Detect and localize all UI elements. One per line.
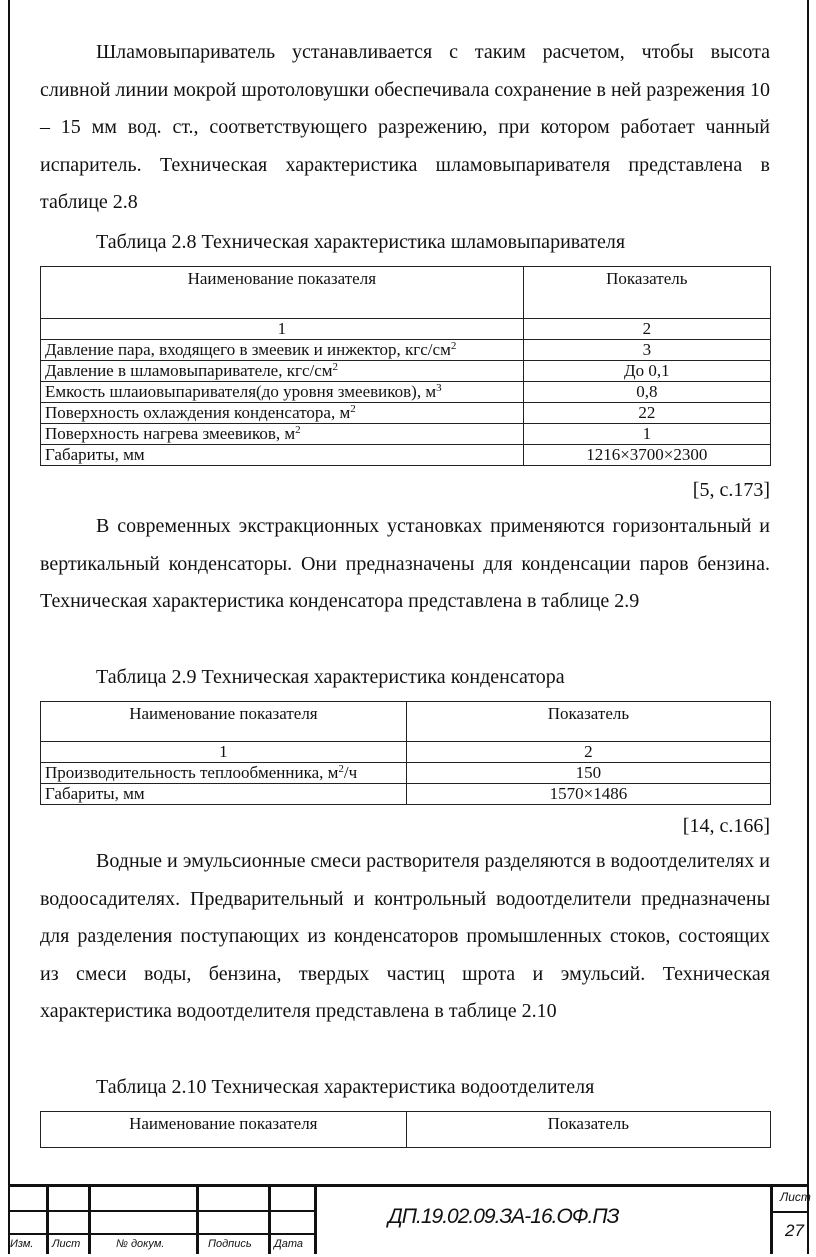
stamp-sheet-line [770, 1211, 809, 1213]
table-2-8-colnum-1: 1 [41, 319, 524, 340]
row-sup: 2 [332, 361, 339, 373]
row-value: 150 [406, 763, 770, 784]
row-name: Габариты, мм [45, 445, 145, 464]
frame-left-border [8, 0, 10, 1254]
paragraph-1-text: Шламовыпариватель устанавливается с таким расчетом, чтобы высота сливной линии мокрой шротоловушки обеспечивала сохранение в ней разрежения 10 – 15 мм вод. ст., соответствующего разрежению, при котором работает чанный испаритель. Техническая характеристика шламовыпаривателя представлена в таблице 2.8 [40, 41, 770, 213]
table-2-9-header-value: Показатель [406, 702, 770, 742]
stamp-label-izm: Изм. [10, 1238, 34, 1250]
row-sup: 2 [338, 763, 344, 775]
table-2-9-header-name: Наименование показателя [41, 702, 407, 742]
document-code: ДП.19.02.09.ЗА-16.ОФ.ПЗ [388, 1205, 619, 1228]
stamp-divider [770, 1187, 773, 1254]
table-2-10 [40, 1111, 771, 1148]
paragraph-1 [40, 34, 770, 222]
table-row [41, 445, 771, 466]
row-name: Давление в шламовыпаривателе, кгс/см [45, 361, 333, 380]
table-2-8-colnum-2: 2 [523, 319, 770, 340]
stamp-divider [88, 1187, 91, 1254]
row-sup: 3 [436, 382, 442, 394]
table-row [41, 424, 771, 445]
stamp-label-podp: Подпись [208, 1238, 252, 1250]
row-value: 0,8 [523, 382, 770, 403]
stamp-label-data: Дата [274, 1238, 304, 1250]
table-2-8-header-value: Показатель [523, 267, 770, 319]
row-sup: 2 [450, 340, 457, 352]
stamp-divider [196, 1187, 199, 1254]
table-row [41, 340, 771, 361]
paragraph-3 [40, 843, 770, 1031]
row-name: Производительность теплообменника, м [45, 763, 339, 782]
row-name: Поверхность охлаждения конденсатора, м [45, 403, 351, 422]
table-2-9 [40, 701, 771, 805]
row-value: 3 [523, 340, 770, 361]
stamp-label-ndoc: № докум. [116, 1238, 165, 1250]
stamp-row-line [8, 1210, 314, 1212]
table-row [41, 403, 771, 424]
stamp-row-line [8, 1233, 314, 1235]
row-name: Габариты, мм [45, 784, 145, 803]
table-row [41, 361, 771, 382]
table-2-10-header-value: Показатель [406, 1112, 770, 1148]
stamp-divider [46, 1187, 49, 1254]
paragraph-3-text: Водные и эмульсионные смеси растворителя разделяются в водоотделителях и водоосадителях. Предварительный и контрольный водоотделители предназначены для разделения поступающих из конденсаторов промышленных стоков, состоящих из смеси воды, бензина, твердых частиц шрота и эмульсий. Техническая характеристика водоотделителя представлена в таблице 2.10 [40, 850, 770, 1022]
stamp-label-list: Лист [52, 1238, 81, 1250]
row-value: 22 [523, 403, 770, 424]
table-2-10-caption: Таблица 2.10 Техническая характеристика водоотделителя [96, 1076, 595, 1098]
row-name: Поверхность нагрева змеевиков, м [45, 424, 296, 443]
row-value: 1 [523, 424, 770, 445]
row-value: До 0,1 [523, 361, 770, 382]
title-block-stamp [8, 1184, 809, 1257]
row-name: Емкость шлаиовыпаривателя(до уровня змеевиков), м [45, 382, 437, 401]
row-name: Давление пара, входящего в змеевик и инжектор, кгс/см [45, 340, 451, 359]
table-2-9-colnum-2: 2 [406, 742, 770, 763]
table-2-8-reference: [5, с.173] [692, 479, 770, 501]
table-2-8-header-name: Наименование показателя [41, 267, 524, 319]
table-2-10-header-name: Наименование показателя [41, 1112, 407, 1148]
row-sup: 2 [350, 403, 356, 415]
stamp-divider [314, 1187, 317, 1254]
table-2-9-colnum-1: 1 [41, 742, 407, 763]
page-number: 27 [785, 1221, 804, 1240]
paragraph-2 [40, 508, 770, 621]
row-value: 1570×1486 [406, 784, 770, 805]
stamp-sheet-label: Лист [780, 1190, 811, 1204]
frame-right-border [807, 0, 809, 1254]
table-2-8 [40, 266, 771, 466]
stamp-divider [268, 1187, 271, 1254]
row-value: 1216×3700×2300 [523, 445, 770, 466]
table-2-8-caption: Таблица 2.8 Техническая характеристика шламовыпаривателя [96, 231, 626, 253]
row-unit-tail: /ч [343, 763, 358, 782]
table-row [41, 763, 771, 784]
paragraph-2-text: В современных экстракционных установках применяются горизонтальный и вертикальный конденсаторы. Они предназначены для конденсации паров бензина. Техническая характеристика конденсатора представлена в таблице 2.9 [40, 515, 770, 612]
table-2-9-caption: Таблица 2.9 Техническая характеристика конденсатора [96, 666, 565, 688]
row-sup: 2 [295, 424, 301, 436]
table-2-9-reference: [14, с.166] [682, 815, 770, 837]
table-row [41, 382, 771, 403]
table-row [41, 784, 771, 805]
